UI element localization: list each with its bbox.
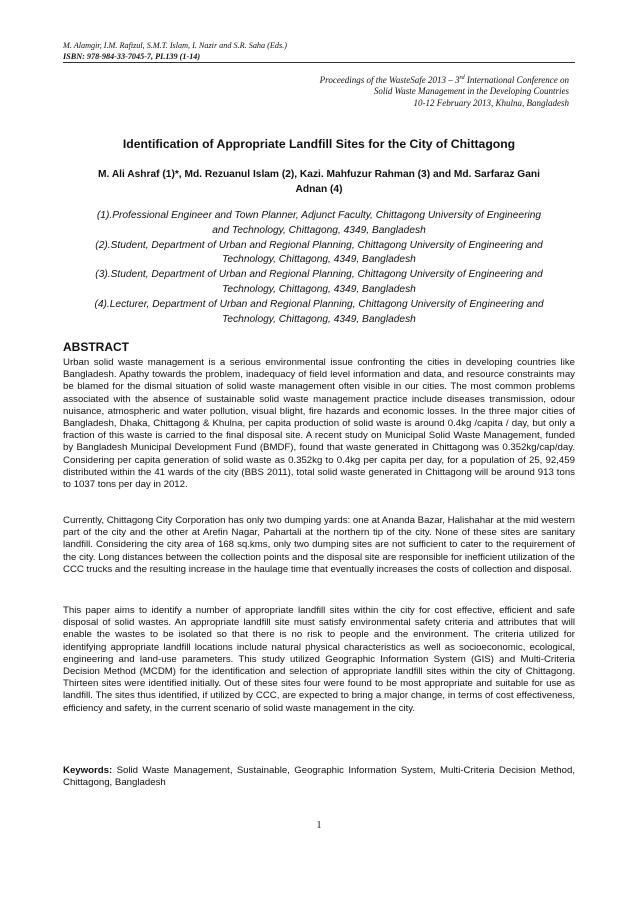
abstract-paragraph-3-text: This paper aims to identify a number of appropriate landfill sites within the city for cost effective, efficient and safe disposal of solid wastes. An appropriate landfill site must satisfy environmental safety criteria and attributes that will enable the wastes to be isolated so that there is no risk to people and the environment. The criteria utilized for identifying appropriate landfill locations include natural physical characteristics as well as socioeconomic, ecological, engineering and land-use parameters. This study utilized Geographic Information System (GIS) and Multi-Criteria Decision Method (MCDM) for the identification and selection of appropriate landfill sites within the city of Chittagong. Thirteen sites were identified initially. Out of these sites four were found to be most appropriate and suitable for use as landfill. The sites thus identified, if utilized by CCC, are expected to bring a major change, in terms of cost effectiveness, efficiency and safety, in the current scenario of solid waste management in the city. <box>63 605 575 714</box>
abstract-heading: ABSTRACT <box>63 340 129 354</box>
abstract-paragraph-2-text: Currently, Chittagong City Corporation has only two dumping yards: one at Ananda Bazar, Halishahar at the mid western part of the city and the other at Arefin Nagar, Pahartali at the northern tip of the city. None of these sites are sanitary landfill. Considering the city area of 168 sq.kms, only two dumping sites are not sufficient to cater to the requirement of the city. Long distances between the collection points and the disposal site are responsible for inefficient utilization of the CCC trucks and the resulting increase in the haulage time that eventually increases the costs of collection and disposal. <box>63 515 575 575</box>
proceedings-line-3: 10-12 February 2013, Khulna, Bangladesh <box>413 97 569 108</box>
abstract-paragraph-1-text: Urban solid waste management is a serious environmental issue confronting the cities in developing countries like Bangladesh. Apathy towards the problem, inadequacy of field level information and data, and resource constraints may be blamed for the dismal situation of solid waste management often visible in our cities. The most common problems associated with the absence of sustainable solid waste management practice include diseases transmission, odour nuisance, atmospheric and water pollution, visual blight, fire hazards and economic losses. In the three major cities of Bangladesh, Dhaka, Chittagong & Khulna, per capita production of solid waste is around 0.4kg /capita / day, but only a fraction of this waste is carried to the final disposal site. A recent study on Municipal Solid Waste Management, funded by Bangladesh Municipal Development Fund (BMDF), found that waste generated in Chittagong was 0.352kg/cap/day. Considering per capita generation of solid waste as 0.352kg to 0.4kg per capita per day, for a population of 25, 92,459 distributed within the 41 wards of the city (BBS 2011), total solid waste generated in Chittagong will be around 913 tons to 1037 tons per day in 2012. <box>63 357 575 491</box>
proceedings-line-1-post: International Conference on <box>464 75 569 85</box>
header-rule <box>63 62 575 63</box>
page-number: 1 <box>316 820 322 831</box>
header-editors: M. Alamgir, I.M. Rafizul, S.M.T. Islam, I. Nazir and S.R. Saha (Eds.) <box>63 41 287 50</box>
proceedings-line-2: Solid Waste Management in the Developing Countries <box>373 86 569 97</box>
proceedings-line-1 <box>149 75 569 86</box>
affiliation-3-line-1: (3).Student, Department of Urban and Regional Planning, Chittagong University of Engineering and <box>95 269 543 281</box>
proceedings-ordinal-suffix: rd <box>459 75 465 81</box>
abstract-paragraph-3 <box>63 605 575 715</box>
affiliation-4-line-2: Technology, Chittagong, 4349, Bangladesh <box>222 313 416 325</box>
affiliation-1-line-2: and Technology, Chittagong, 4349, Bangladesh <box>212 224 426 236</box>
authors-line-1: M. Ali Ashraf (1)*, Md. Rezuanul Islam (2), Kazi. Mahfuzur Rahman (3) and Md. Sarfaraz Gani <box>98 169 540 180</box>
affiliations-block <box>63 209 575 327</box>
affiliation-2-line-1: (2).Student, Department of Urban and Regional Planning, Chittagong University of Engineering and <box>95 239 543 251</box>
affiliation-1-line-1: (1).Professional Engineer and Town Planner, Adjunct Faculty, Chittagong University of Engineering <box>96 210 542 221</box>
proceedings-block <box>149 75 569 109</box>
authors-block <box>63 167 575 197</box>
keywords-text: Solid Waste Management, Sustainable, Geographic Information System, Multi-Criteria Decision Method, Chittagong, Bangladesh <box>63 765 575 789</box>
paper-title: Identification of Appropriate Landfill Sites for the City of Chittagong <box>122 137 516 151</box>
affiliation-3-line-2: Technology, Chittagong, 4349, Bangladesh <box>222 283 416 295</box>
affiliation-2-line-2: Technology, Chittagong, 4349, Bangladesh <box>222 254 416 266</box>
authors-line-2: Adnan (4) <box>295 184 343 195</box>
abstract-paragraph-1 <box>63 357 575 491</box>
proceedings-line-1-pre: Proceedings of the WasteSafe 2013 – 3 <box>319 75 460 85</box>
keywords-block <box>63 765 575 789</box>
keywords-label: Keywords: <box>63 765 113 776</box>
header-isbn: ISBN: 978-984-33-7045-7, PI.139 (1-14) <box>63 52 201 61</box>
abstract-paragraph-2 <box>63 515 575 576</box>
affiliation-4-line-1: (4).Lecturer, Department of Urban and Regional Planning, Chittagong University of Engineering and <box>94 298 544 310</box>
